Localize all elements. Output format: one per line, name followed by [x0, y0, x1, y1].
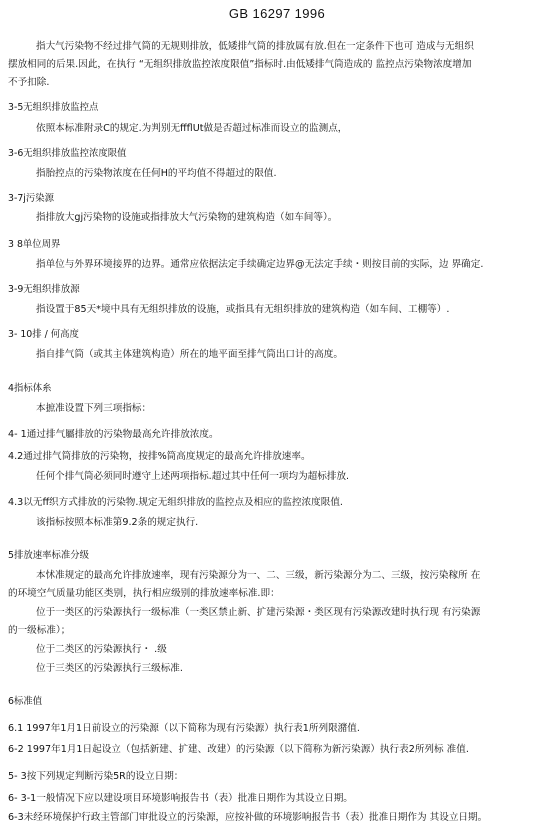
- paragraph-line: 6.1 1997年1月1日前设立的污染源（以下简称为现有污染源）执行表1所列限潴值.: [8, 723, 360, 734]
- paragraph-line: 4.3以无ff织方式排放的污染物.规定无组织排放的监控点及相应的监控浓度限值.: [8, 497, 343, 508]
- paragraph-line: 指设置于85天*境中具有无组织排放的设施，或指具有无组织排放的建筑构造（如车间、工棚等）.: [36, 304, 450, 315]
- paragraph-line: 位于二类区的污染源执行・ .级: [36, 644, 167, 655]
- page-header-standard-number: GB 16297 1996: [228, 6, 326, 21]
- paragraph-line: 的环境空气质量功能区类别，执行相应级别的排放速率标准.即：: [8, 588, 280, 599]
- paragraph-line: 的一级标准）；: [8, 625, 71, 636]
- section-heading: 3-5无组织排放监控点: [8, 102, 99, 113]
- paragraph-line: 6- 3-1一般情况下应以建设项目环境影响报告书（表）批准日期作为其设立日期。: [8, 793, 353, 804]
- paragraph-line: 该指标按照本标准第9.2条的规定执行.: [36, 517, 199, 528]
- paragraph-line: 位于三类区的污染源执行三级标准.: [36, 663, 183, 674]
- paragraph-line: 4- 1通过排气屬排放的污染物最高允许排放浓度。: [8, 429, 219, 440]
- paragraph-line: 任何个排气筒必须同时遵守上述两项指标.超过其中任何一项均为超标排放.: [36, 471, 350, 482]
- section-heading: 3 8单位周界: [8, 239, 61, 250]
- paragraph-line: 本怵准规定的最高允许排放速率，现有污染源分为一、二、三级，新污染源分为二、三级，按污染稼所 在: [36, 570, 481, 581]
- section-heading: 3- 10排 / 何高度: [8, 329, 79, 340]
- paragraph-line: 指单位与外界环境接界的边界。通常应依据法定手续确定边界@无法定手续・则按目前的实际，边 界确定.: [36, 259, 484, 270]
- section-heading: 6标准值: [8, 696, 43, 707]
- paragraph-line: 指胎控点的污染物浓度在任何H的平均值不得超过的限值.: [36, 168, 277, 179]
- paragraph-line: 5- 3按下列规定判断污染5R的设立日期：: [8, 771, 184, 782]
- paragraph-line: 本摭准设置下列三项指标：: [36, 403, 152, 414]
- paragraph-line: 依照本标准附录C的规定.为判别无ffflUt做是否超过标准而设立的监测点，: [36, 123, 348, 134]
- paragraph-line: 摆放相同的后果.因此，在执行 “无组织排放监控浓度限值”指标时.由低矮排气筒造成的 监控点污染物浓度增加: [8, 59, 472, 70]
- section-heading: 5排放速率标准分级: [8, 550, 89, 561]
- section-heading: 3-9无组织排放源: [8, 284, 80, 295]
- paragraph-line: 6-2 1997年1月1日起设立（包括新建、扩建、改建）的污染源（以下简称为新污染源）执行表2所列标 准值.: [8, 744, 469, 755]
- paragraph-line: 指自排气筒（或其主体建筑构造）所在的地平面至排气筒出口计的高度。: [36, 349, 343, 360]
- section-heading: 3-6无组织排放监控浓度限值: [8, 148, 127, 159]
- paragraph-line: 指排放大gj污染物的设施或指排放大气污染物的建筑构造（如车间等）。: [36, 212, 338, 223]
- paragraph-line: 指大气污染物不经过排气筒的无规则排放，低矮排气筒的排放属有放.但在一定条件下也可 造成与无组织: [36, 41, 474, 52]
- section-heading: 3-7j污染源: [8, 193, 55, 204]
- paragraph-line: 4.2通过排气筒排放的污染物，按排%筒高度规定的最高允许排放速率。: [8, 451, 311, 462]
- paragraph-line: 6-3未经环境保护行政主管部门审批设立的污染源，应按补做的环境影响报告书（表）批准日期作为 其设立日期。: [8, 812, 488, 823]
- paragraph-line: 不予扣除.: [8, 77, 50, 88]
- section-heading: 4指标体糸: [8, 383, 52, 394]
- paragraph-line: 位于一类区的污染源执行一级标准（一类区禁止新、扩建污染源・类区现有污染源改建时执行现 有污染源: [36, 607, 481, 618]
